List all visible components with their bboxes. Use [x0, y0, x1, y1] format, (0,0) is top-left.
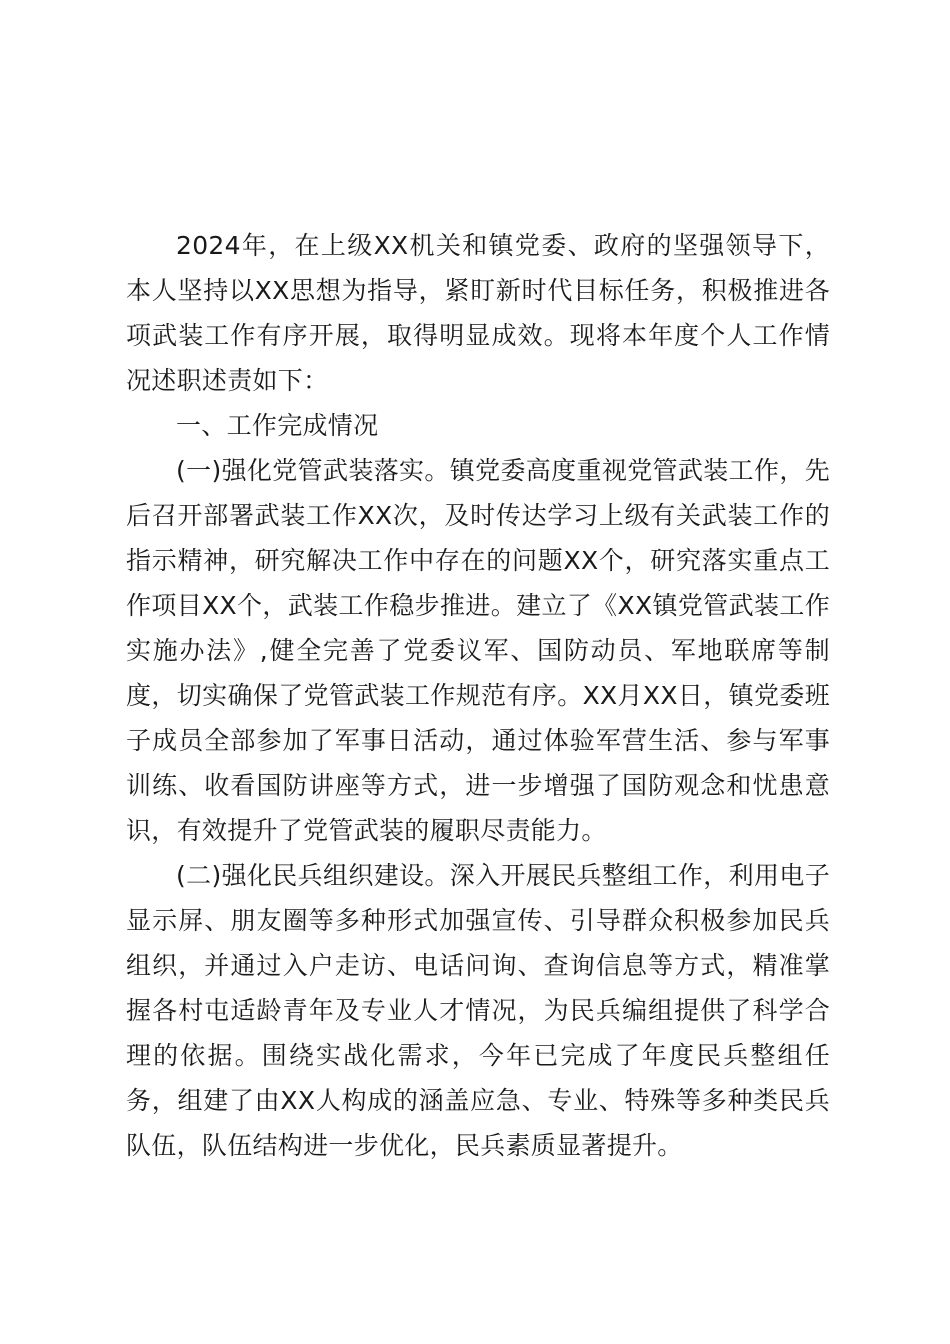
section-heading: 一、工作完成情况	[176, 411, 379, 440]
intro-paragraph: 2024年，在上级XX机关和镇党委、政府的坚强领导下，本人坚持以XX思想为指导，紧盯新时代目标任务，积极推进各项武装工作有序开展，取得明显成效。现将本年度个人工作情况述职述责如下：	[126, 231, 830, 395]
paragraph-party-armed-forces: (一)强化党管武装落实。镇党委高度重视党管武装工作，先后召开部署武装工作XX次，及时传达学习上级有关武装工作的指示精神，研究解决工作中存在的问题XX个，研究落实重点工作项目XX个，武装工作稳步推进。建立了《XX镇党管武装工作实施办法》,健全完善了党委议军、国防动员、军地联席等制度，切实确保了党管武装工作规范有序。XX月XX日，镇党委班子成员全部参加了军事日活动，通过体验军营生活、参与军事训练、收看国防讲座等方式，进一步增强了国防观念和忧患意识，有效提升了党管武装的履职尽责能力。	[126, 456, 830, 845]
paragraph-militia-organization: (二)强化民兵组织建设。深入开展民兵整组工作，利用电子显示屏、朋友圈等多种形式加强宣传、引导群众积极参加民兵组织，并通过入户走访、电话问询、查询信息等方式，精准掌握各村屯适龄青年及专业人才情况，为民兵编组提供了科学合理的依据。围绕实战化需求，今年已完成了年度民兵整组任务，组建了由XX人构成的涵盖应急、专业、特殊等多种类民兵队伍，队伍结构进一步优化，民兵素质显著提升。	[126, 861, 830, 1160]
document-body	[126, 223, 830, 1168]
